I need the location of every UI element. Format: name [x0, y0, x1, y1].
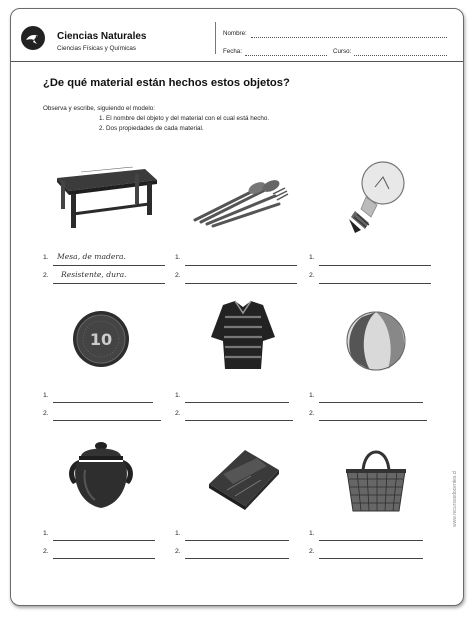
- answer-line[interactable]: [319, 283, 431, 284]
- date-label: Fecha:: [223, 48, 242, 55]
- lightbulb-icon: [341, 159, 411, 237]
- answer-2-label: 2.: [309, 272, 315, 279]
- name-label: Nombre:: [223, 30, 247, 37]
- answer-line: [53, 265, 165, 266]
- answer-2-label: 2.: [43, 548, 49, 555]
- example-answer-2: Resistente, dura.: [61, 270, 127, 279]
- basket-icon: [341, 439, 411, 517]
- cutlery-icon: [189, 174, 289, 229]
- answer-1-label: 1.: [309, 254, 315, 261]
- instructions-intro: Observa y escribe, siguiendo el modelo:: [43, 105, 156, 112]
- course-field[interactable]: [354, 55, 447, 56]
- watermark-url: www.recursosdocentes.cl: [452, 470, 458, 527]
- answer-2-label: 2.: [309, 410, 315, 417]
- sweater-icon: [205, 297, 281, 377]
- answer-line[interactable]: [53, 402, 153, 403]
- beach-ball-icon: [344, 309, 408, 373]
- brand-subtitle: Ciencias Físicas y Químicas: [57, 45, 137, 52]
- answer-1-label: 1.: [175, 392, 181, 399]
- page-title: ¿De qué material están hechos estos objetos?: [43, 77, 290, 89]
- answer-line[interactable]: [319, 420, 427, 421]
- answer-2-label: 2.: [43, 410, 49, 417]
- brand-title: Ciencias Naturales: [57, 31, 147, 42]
- answer-line[interactable]: [319, 402, 423, 403]
- answer-line[interactable]: [185, 420, 293, 421]
- answer-line[interactable]: [319, 558, 423, 559]
- answer-line: [53, 283, 165, 284]
- worksheet-header: [11, 9, 463, 62]
- answer-2-label: 2.: [175, 272, 181, 279]
- answer-2-label: 2.: [175, 410, 181, 417]
- answer-1-label: 1.: [43, 530, 49, 537]
- answer-line[interactable]: [185, 558, 289, 559]
- answer-line[interactable]: [185, 283, 297, 284]
- answer-2-label: 2.: [43, 272, 49, 279]
- answer-line[interactable]: [319, 540, 423, 541]
- date-field[interactable]: [245, 55, 327, 56]
- answer-line[interactable]: [185, 402, 289, 403]
- answer-line[interactable]: [319, 265, 431, 266]
- answer-line[interactable]: [53, 540, 155, 541]
- bird-logo-icon: [21, 26, 45, 50]
- answer-line[interactable]: [185, 540, 289, 541]
- answer-line[interactable]: [185, 265, 297, 266]
- coin-icon: [71, 304, 131, 374]
- example-answer-1: Mesa, de madera.: [57, 252, 126, 261]
- course-label: Curso:: [333, 48, 352, 55]
- blanket-icon: [205, 444, 283, 512]
- answer-1-label: 1.: [175, 254, 181, 261]
- answer-2-label: 2.: [175, 548, 181, 555]
- instructions-step-1: 1. El nombre del objeto y del material con el cual está hecho.: [99, 115, 270, 122]
- clay-pot-icon: [63, 434, 139, 514]
- worksheet: [10, 8, 464, 606]
- name-field[interactable]: [251, 37, 447, 38]
- coin-value: 10: [89, 330, 113, 349]
- header-divider: [215, 22, 216, 54]
- answer-line[interactable]: [53, 558, 155, 559]
- answer-1-label: 1.: [175, 530, 181, 537]
- answer-1-label: 1.: [43, 392, 49, 399]
- answer-1-label: 1.: [309, 530, 315, 537]
- instructions-step-2: 2. Dos propiedades de cada material.: [99, 125, 204, 132]
- answer-1-label: 1.: [43, 254, 49, 261]
- answer-1-label: 1.: [309, 392, 315, 399]
- answer-line[interactable]: [53, 420, 161, 421]
- table-icon: [51, 164, 161, 229]
- answer-2-label: 2.: [309, 548, 315, 555]
